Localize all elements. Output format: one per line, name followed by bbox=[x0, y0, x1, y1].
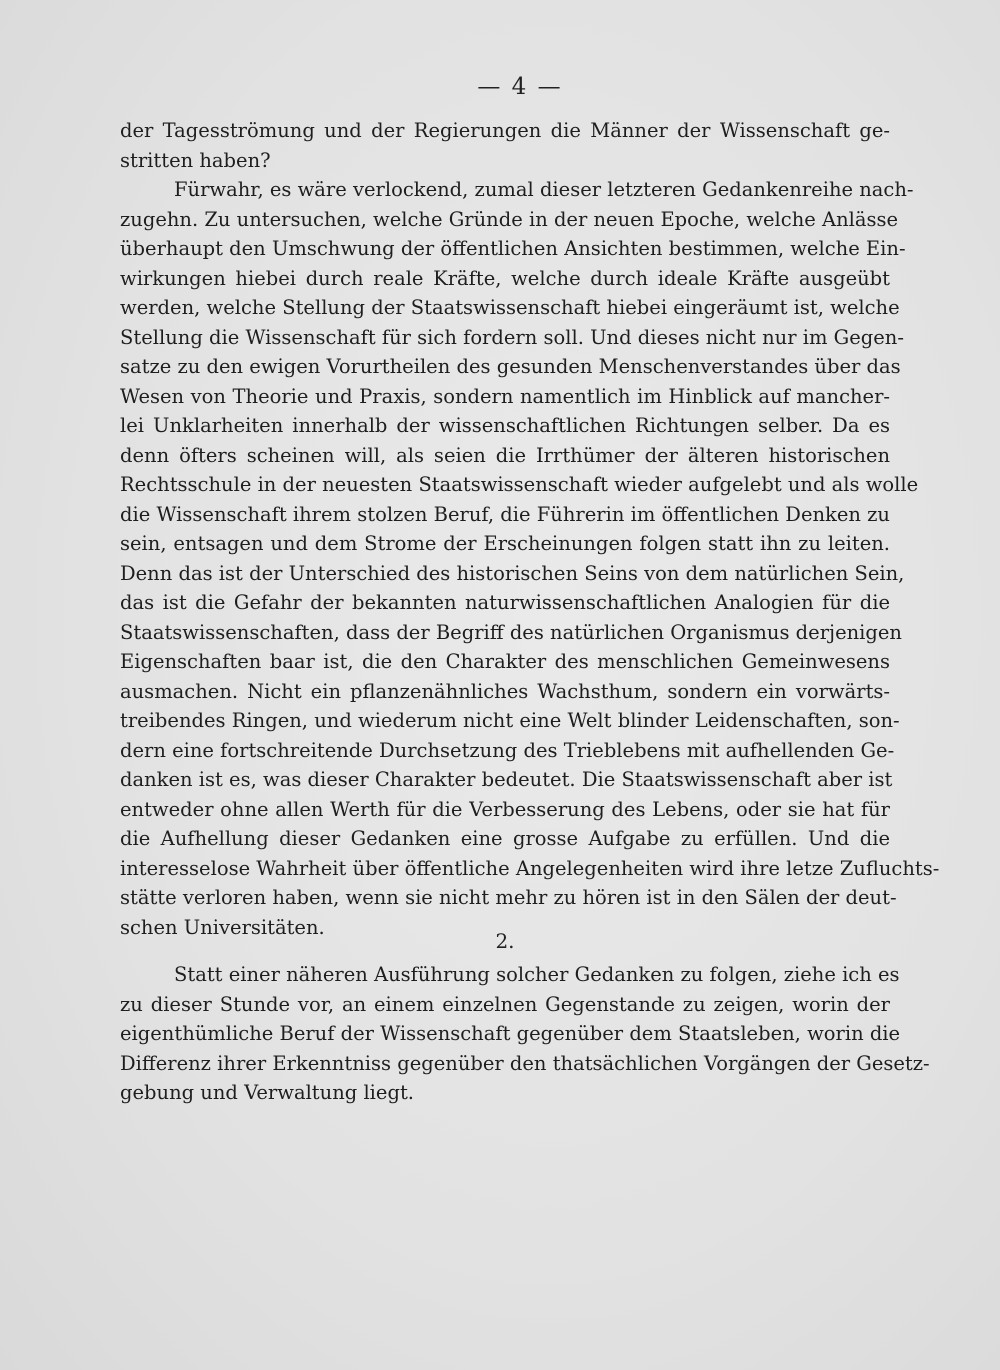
body-text-block bbox=[120, 116, 940, 942]
text-line: gebung und Verwaltung liegt. bbox=[120, 1081, 414, 1104]
text-line: Differenz ihrer Erkenntniss gegenüber den thatsächlichen Vorgängen der Gesetz- bbox=[120, 1051, 930, 1075]
text-line: denn öfters scheinen will, als seien die Irrthümer der älteren historischen bbox=[120, 443, 890, 467]
text-line: dern eine fortschreitende Durchsetzung des Trieblebens mit aufhellenden Ge- bbox=[120, 738, 895, 762]
text-line: der Tagesströmung und der Regierungen die Männer der Wissenschaft ge- bbox=[120, 119, 890, 142]
text-line: Rechtsschule in der neuesten Staatswissenschaft wieder aufgelebt und als wolle bbox=[120, 473, 919, 496]
text-line: Denn das ist der Unterschied des historischen Seins von dem natürlichen Sein, bbox=[120, 561, 905, 585]
text-line: interesselose Wahrheit über öffentliche Angelegenheiten wird ihre letze Zufluchts- bbox=[120, 856, 940, 880]
text-line: die Wissenschaft ihrem stolzen Beruf, die Führerin im öffentlichen Denken zu bbox=[120, 502, 890, 526]
text-line: das ist die Gefahr der bekannten naturwissenschaftlichen Analogien für die bbox=[120, 591, 890, 614]
text-line: entweder ohne allen Werth für die Verbesserung des Lebens, oder sie hat für bbox=[120, 797, 890, 821]
text-line: stätte verloren haben, wenn sie nicht mehr zu hören ist in den Sälen der deut- bbox=[120, 886, 897, 909]
text-line: Statt einer näheren Ausführung solcher Gedanken zu folgen, ziehe ich es bbox=[174, 963, 900, 986]
text-line: schen Universitäten. bbox=[120, 915, 325, 939]
text-line: treibendes Ringen, und wiederum nicht eine Welt blinder Leidenschaften, son- bbox=[120, 709, 900, 732]
text-line: wirkungen hiebei durch reale Kräfte, welche durch ideale Kräfte ausgeübt bbox=[120, 266, 890, 290]
text-line: Fürwahr, es wäre verlockend, zumal dieser letzteren Gedankenreihe nach- bbox=[174, 178, 914, 201]
page-number: — 4 — bbox=[477, 74, 563, 100]
text-line: stritten haben? bbox=[120, 148, 271, 172]
text-line: ausmachen. Nicht ein pflanzenähnliches Wachsthum, sondern ein vorwärts- bbox=[120, 679, 890, 703]
text-line: Staatswissenschaften, dass der Begriff des natürlichen Organismus derjenigen bbox=[120, 620, 902, 644]
text-line: danken ist es, was dieser Charakter bedeutet. Die Staatswissenschaft aber ist bbox=[120, 768, 893, 791]
text-line: Wesen von Theorie und Praxis, sondern namentlich im Hinblick auf mancher- bbox=[120, 384, 890, 408]
text-line: werden, welche Stellung der Staatswissenschaft hiebei eingeräumt ist, welche bbox=[120, 296, 900, 319]
text-line: lei Unklarheiten innerhalb der wissenschaftlichen Richtungen selber. Da es bbox=[120, 414, 890, 437]
text-line: Stellung die Wissenschaft für sich fordern soll. Und dieses nicht nur im Gegen- bbox=[120, 325, 904, 349]
text-line: zugehn. Zu untersuchen, welche Gründe in der neuen Epoche, welche Anlässe bbox=[120, 207, 899, 231]
text-line: zu dieser Stunde vor, an einem einzelnen Gegenstande zu zeigen, worin der bbox=[120, 992, 890, 1016]
text-line: Eigenschaften baar ist, die den Charakter des menschlichen Gemeinwesens bbox=[120, 650, 890, 673]
section-number: 2. bbox=[495, 929, 515, 953]
text-line: überhaupt den Umschwung der öffentlichen Ansichten bestimmen, welche Ein- bbox=[120, 237, 906, 260]
text-line: eigenthümliche Beruf der Wissenschaft gegenüber dem Staatsleben, worin die bbox=[120, 1022, 901, 1045]
text-line: die Aufhellung dieser Gedanken eine grosse Aufgabe zu erfüllen. Und die bbox=[120, 827, 890, 850]
text-line: sein, entsagen und dem Strome der Erscheinungen folgen statt ihn zu leiten. bbox=[120, 532, 890, 555]
text-line: satze zu den ewigen Vorurtheilen des gesunden Menschenverstandes über das bbox=[120, 355, 901, 378]
section-text-block bbox=[120, 960, 930, 1108]
